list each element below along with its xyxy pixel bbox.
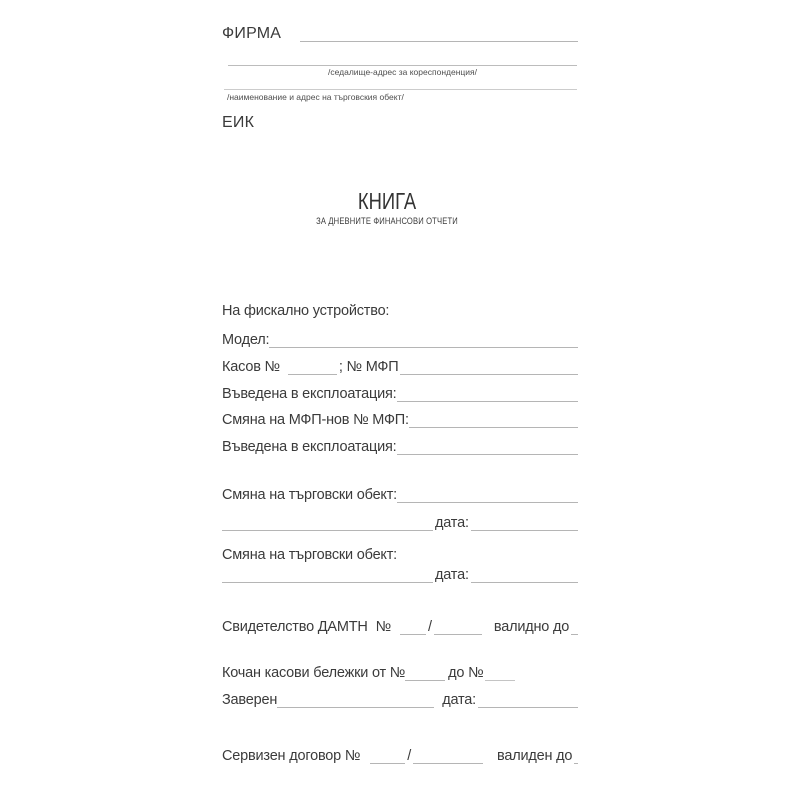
- fiscal-device-intro-row: [222, 303, 578, 319]
- mfp-change-row: [222, 412, 578, 428]
- receipt-to-field: [485, 665, 515, 681]
- certified-field: [277, 692, 434, 708]
- receipt-from-field: [405, 665, 445, 681]
- mfp-no-label: ; № МФП: [338, 359, 399, 375]
- trade-object-change-row-1: [222, 487, 578, 503]
- fiscal-device-intro-label: На фискално устройство:: [222, 303, 390, 319]
- company-name-field: [300, 25, 578, 42]
- damtn-valid-until-field: [571, 619, 578, 635]
- trade-object-change-row-2: [222, 547, 578, 563]
- date-field-1: [471, 515, 578, 531]
- damtn-slash: /: [428, 619, 432, 635]
- mfp-no-field: [400, 359, 578, 375]
- company-label: ФИРМА: [222, 25, 282, 42]
- damtn-no-label: №: [375, 619, 392, 635]
- service-contract-row: [222, 748, 578, 764]
- title-block: [187, 190, 587, 227]
- certified-date-label: дата:: [442, 692, 476, 708]
- cash-register-row: [222, 359, 578, 375]
- commissioned-field-2: [397, 439, 578, 455]
- damtn-certificate-label: Свидетелство ДАМТН: [222, 619, 368, 635]
- trade-object-extra-field-2: [222, 567, 433, 583]
- company-row: [222, 25, 578, 42]
- trade-object-date-row-2: [222, 567, 578, 583]
- trade-object-change-label-1: Смяна на търговски обект:: [222, 487, 398, 503]
- service-valid-until-field: [574, 748, 578, 764]
- damtn-certificate-row: [222, 619, 578, 635]
- model-field: [269, 332, 578, 348]
- certified-label: Заверен: [222, 692, 278, 708]
- correspondence-address-caption: /седалище-адрес за кореспонденция/: [328, 67, 477, 77]
- certified-row: [222, 692, 578, 708]
- date-label-1: дата:: [435, 515, 469, 531]
- commissioned-row-2: [222, 439, 578, 455]
- eik-row: [222, 114, 578, 131]
- page-title: КНИГА: [357, 188, 417, 214]
- date-label-2: дата:: [435, 567, 469, 583]
- commissioned-label-1: Въведена в експлоатация:: [222, 386, 397, 402]
- date-field-2: [471, 567, 578, 583]
- trade-object-field: [224, 89, 577, 90]
- trade-object-date-row-1: [222, 515, 578, 531]
- mfp-change-field: [409, 412, 578, 428]
- damtn-no-field: [400, 619, 426, 635]
- receipt-block-label: Кочан касови бележки от №: [222, 665, 406, 681]
- receipt-block-row: [222, 665, 578, 681]
- service-contract-label: Сервизен договор №: [222, 748, 361, 764]
- eik-label: ЕИК: [222, 114, 255, 131]
- correspondence-address-field: [228, 65, 577, 66]
- commissioned-label-2: Въведена в експлоатация:: [222, 439, 397, 455]
- mfp-change-label: Смяна на МФП-нов № МФП:: [222, 412, 409, 428]
- cash-no-field: [288, 359, 337, 375]
- model-row: [222, 332, 578, 348]
- damtn-valid-until-label: валидно до: [493, 619, 570, 635]
- trade-object-change-label-2: Смяна на търговски обект:: [222, 547, 398, 563]
- service-valid-until-label: валиден до: [497, 748, 573, 764]
- damtn-year-field: [434, 619, 482, 635]
- commissioned-field-1: [397, 386, 578, 402]
- service-contract-year-field: [413, 748, 483, 764]
- page-subtitle: ЗА ДНЕВНИТЕ ФИНАНСОВИ ОТЧЕТИ: [316, 216, 458, 227]
- trade-object-extra-field-1: [222, 515, 433, 531]
- certified-date-field: [478, 692, 578, 708]
- trade-object-change-field-1: [397, 487, 578, 503]
- trade-object-caption: /наименование и адрес на търговския обект/: [227, 92, 404, 102]
- service-contract-slash: /: [407, 748, 412, 764]
- model-label: Модел:: [222, 332, 270, 348]
- cash-no-label: Касов №: [222, 359, 280, 375]
- service-contract-no-field: [370, 748, 405, 764]
- commissioned-row-1: [222, 386, 578, 402]
- receipt-to-label: до №: [448, 665, 484, 681]
